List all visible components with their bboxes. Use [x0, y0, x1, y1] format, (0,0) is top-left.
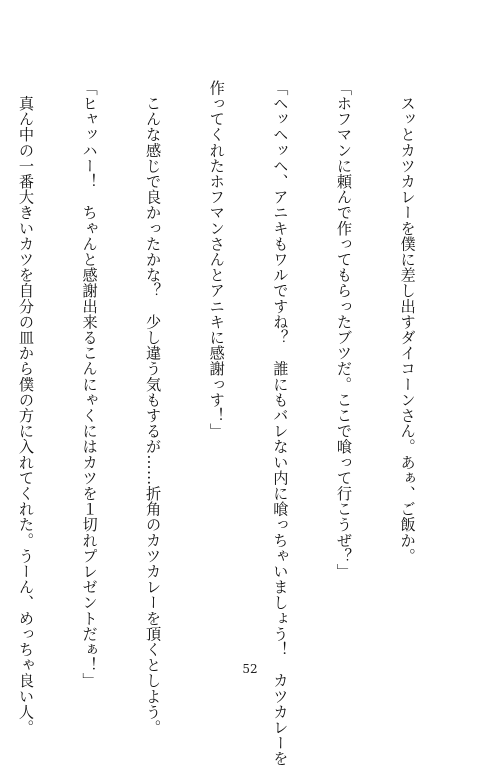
text-line: 「ホフマンに頼んで作ってもらったブツだ。ここで喰って行こうぜ？」: [334, 80, 353, 580]
text-line: 真ん中の一番大きいカツを自分の皿から僕の方に入れてくれた。うーん、めっちゃ良い人。: [16, 80, 35, 736]
text-line: 「ヒャッハー！ ちゃんと感謝出来るこんにゃくにはカツを１切れプレゼントだぁ！」: [80, 80, 99, 689]
text-line: スッとカツカレーを僕に差し出すダイコーンさん。あぁ、ご飯か。: [398, 80, 417, 564]
text-line: 作ってくれたホフマンさんとアニキに感謝っす！」: [207, 80, 226, 439]
text-line: 「ヘッヘッヘ、アニキもワルですね？ 誰にもバレない内に喰っちゃいましょう！ カツカレーを: [271, 80, 290, 766]
page-number: 52: [242, 662, 258, 676]
text-line: こんな感じで良かったかな？ 少し違う気もするが……折角のカツカレーを頂くとしよう。: [144, 80, 163, 736]
